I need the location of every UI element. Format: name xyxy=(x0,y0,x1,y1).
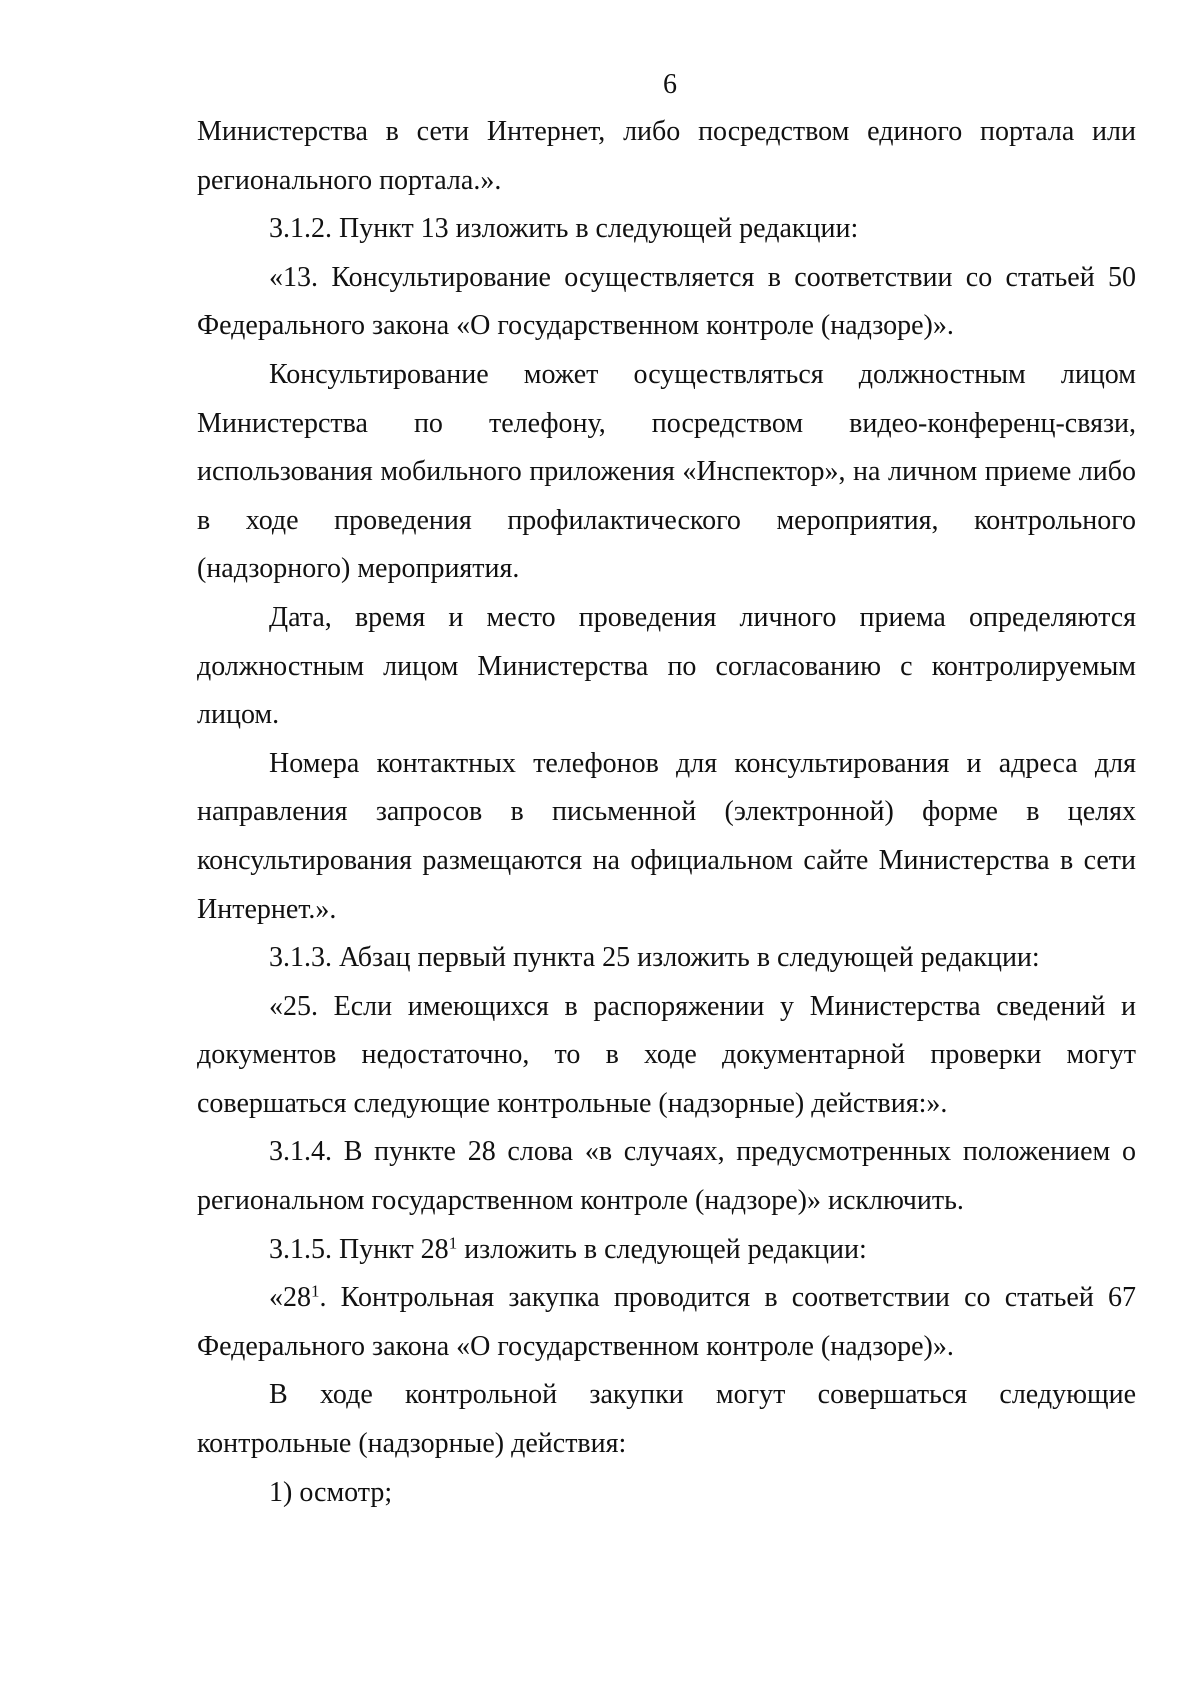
paragraph-item-28-1 xyxy=(197,1274,1136,1371)
paragraph-consulting-methods: Консультирование может осуществляться должностным лицом Министерства по телефону, посредством видео-конференц-связи, использования мобильного приложения «Инспектор», на личном приеме либо в ходе проведения профилактического мероприятия, контрольного (надзорного) мероприятия. xyxy=(197,358,1136,585)
paragraph-3-1-2: 3.1.2. Пункт 13 изложить в следующей редакции: xyxy=(269,213,859,245)
paragraph-item-28-1-after: . Контрольная закупка проводится в соответствии со статьей 67 Федерального закона «О государственном контроле (надзоре)». xyxy=(197,1282,1136,1362)
paragraph-item-13: «13. Консультирование осуществляется в соответствии со статьей 50 Федерального закона «О государственном контроле (надзоре)». xyxy=(197,261,1136,342)
superscript-1: 1 xyxy=(311,1281,320,1301)
paragraph-reception-date: Дата, время и место проведения личного приема определяются должностным лицом Министерства по согласованию с контролируемым лицом. xyxy=(197,601,1136,731)
paragraph-3-1-5-before: 3.1.5. Пункт 28 xyxy=(269,1233,449,1265)
paragraph-3-1-5 xyxy=(197,1226,1136,1275)
superscript-1: 1 xyxy=(448,1233,458,1253)
document-body xyxy=(197,108,1136,1517)
paragraph-3-1-5-after: изложить в следующей редакции: xyxy=(457,1233,867,1265)
paragraph-item-25: «25. Если имеющихся в распоряжении у Министерства сведений и документов недостаточно, то в ходе документарной проверки могут совершаться следующие контрольные (надзорные) действия:». xyxy=(197,990,1136,1119)
page-number: 6 xyxy=(663,69,677,100)
paragraph-item-28-1-before: «28 xyxy=(269,1282,311,1314)
paragraph-3-1-3: 3.1.3. Абзац первый пункта 25 изложить в следующей редакции: xyxy=(269,942,1040,974)
list-item-inspection: 1) осмотр; xyxy=(269,1476,393,1508)
paragraph-contact-phones: Номера контактных телефонов для консультирования и адреса для направления запросов в письменной (электронной) форме в целях консультирования размещаются на официальном сайте Министерства в сети Интернет.». xyxy=(197,747,1136,925)
paragraph-continuation: Министерства в сети Интернет, либо посредством единого портала или регионального портала.». xyxy=(197,116,1136,196)
paragraph-3-1-4: 3.1.4. В пункте 28 слова «в случаях, предусмотренных положением о региональном государственном контроле (надзоре)» исключить. xyxy=(197,1136,1136,1217)
paragraph-control-purchase-actions: В ходе контрольной закупки могут совершаться следующие контрольные (надзорные) действия: xyxy=(197,1379,1136,1460)
